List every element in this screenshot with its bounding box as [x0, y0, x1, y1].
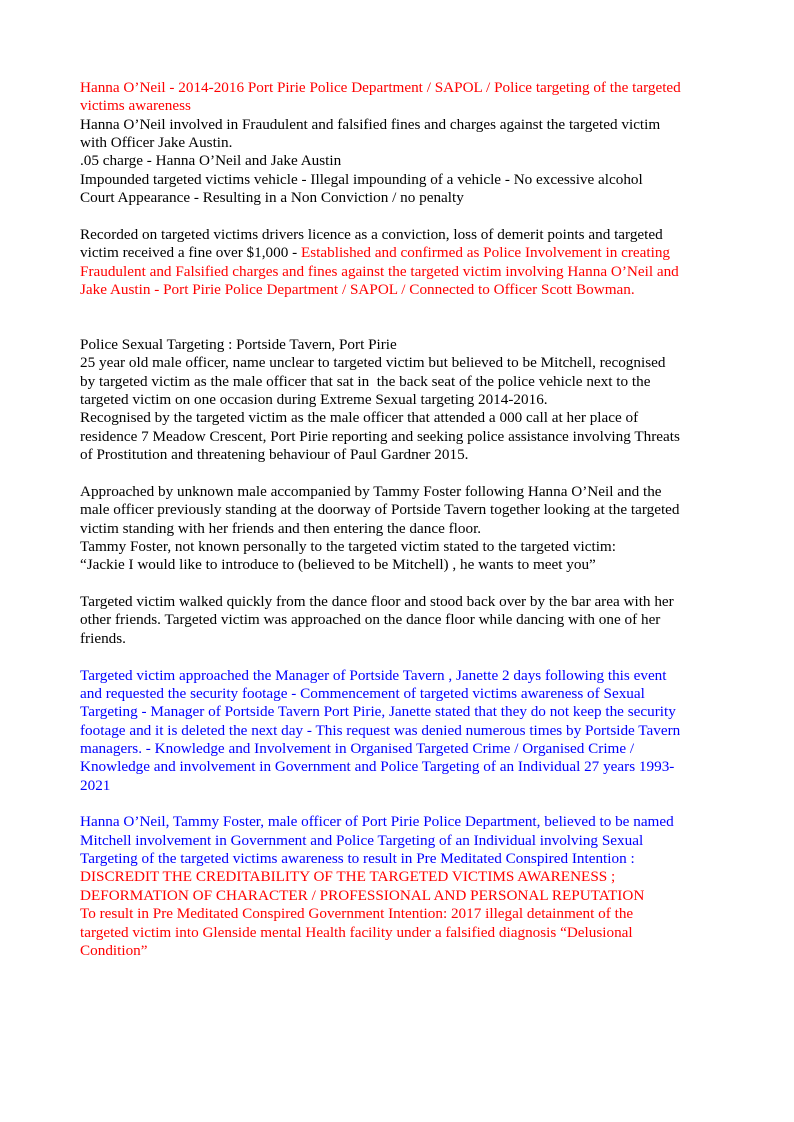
text-line: [80, 611, 730, 629]
body-text: victim standing with her friends and then entering the dance floor.: [80, 519, 482, 537]
blue-text: footage and it is deleted the next day - This request was denied numerous times by Portside Tavern: [80, 721, 681, 739]
body-text: residence 7 Meadow Crescent, Port Pirie reporting and seeking police assistance involving Threats: [80, 427, 680, 445]
text-line: [80, 685, 730, 703]
body-text: Hanna O’Neil involved in Fraudulent and falsified fines and charges against the targeted victim: [80, 115, 661, 133]
text-line: [80, 263, 730, 281]
blue-text: Targeted victim approached the Manager of Portside Tavern , Janette 2 days following this event: [80, 666, 667, 684]
text-line: [80, 740, 730, 758]
document-body: [80, 79, 730, 960]
blank-line: [80, 465, 730, 483]
text-line: [80, 226, 730, 244]
text-line: [80, 832, 730, 850]
blank-line: [80, 299, 730, 317]
text-line: [80, 134, 730, 152]
blue-text: Hanna O’Neil, Tammy Foster, male officer of Port Pirie Police Department, believed to be named: [80, 813, 674, 831]
red-text: DISCREDIT THE CREDITABILITY OF THE TARGETED VICTIMS AWARENESS ;: [80, 868, 616, 886]
text-line: [80, 777, 730, 795]
body-text: .05 charge - Hanna O’Neil and Jake Austin: [80, 152, 342, 170]
body-text: targeted victim on one occasion during Extreme Sexual targeting 2014-2016.: [80, 391, 548, 409]
body-text: Police Sexual Targeting : Portside Tavern, Port Pirie: [80, 336, 397, 354]
text-line: [80, 868, 730, 886]
text-line: [80, 520, 730, 538]
text-line: [80, 391, 730, 409]
text-line: [80, 667, 730, 685]
text-line: [80, 887, 730, 905]
red-text: Fraudulent and Falsified charges and fines against the targeted victim involving Hanna O’Neil and: [80, 262, 679, 280]
body-text: Recorded on targeted victims drivers licence as a conviction, loss of demerit points and targeted: [80, 225, 663, 243]
body-text: 25 year old male officer, name unclear to targeted victim but believed to be Mitchell, recognised: [80, 354, 666, 372]
red-text: Established and confirmed as Police Involvement in creating: [300, 244, 671, 262]
body-text: friends.: [80, 629, 126, 647]
text-line: [80, 905, 730, 923]
text-line: [80, 244, 730, 262]
body-text: Court Appearance - Resulting in a Non Conviction / no penalty: [80, 189, 464, 207]
body-text: Tammy Foster, not known personally to the targeted victim stated to the targeted victim:: [80, 537, 616, 555]
red-text: Hanna O’Neil - 2014-2016 Port Pirie Police Department / SAPOL / Police targeting of the targeted: [80, 79, 681, 96]
blue-text: Knowledge and involvement in Government and Police Targeting of an Individual 27 years 1993-: [80, 758, 675, 776]
blank-line: [80, 648, 730, 666]
body-text: by targeted victim as the male officer that sat in the back seat of the police vehicle next to the: [80, 372, 651, 390]
text-line: [80, 189, 730, 207]
blank-line: [80, 208, 730, 226]
red-text: Jake Austin - Port Pirie Police Department / SAPOL / Connected to Officer Scott Bowman.: [80, 280, 635, 298]
text-line: [80, 97, 730, 115]
text-line: [80, 428, 730, 446]
body-text: of Prostitution and threatening behaviour of Paul Gardner 2015.: [80, 446, 469, 464]
text-line: [80, 593, 730, 611]
text-line: [80, 483, 730, 501]
blue-text: 2021: [80, 776, 111, 794]
blue-text: Mitchell involvement in Government and Police Targeting of an Individual involving Sexual: [80, 831, 644, 849]
text-line: [80, 336, 730, 354]
text-line: [80, 703, 730, 721]
text-line: [80, 850, 730, 868]
text-line: [80, 758, 730, 776]
body-text: Targeted victim walked quickly from the dance floor and stood back over by the bar area with her: [80, 593, 674, 611]
text-line: [80, 942, 730, 960]
blue-text: Targeting - Manager of Portside Tavern Port Pirie, Janette stated that they do not keep the security: [80, 703, 676, 721]
blank-line: [80, 795, 730, 813]
red-text: targeted victim into Glenside mental Health facility under a falsified diagnosis “Delusional: [80, 923, 633, 941]
text-line: [80, 281, 730, 299]
blue-text: Targeting of the targeted victims awareness to result in Pre Meditated Conspired Intention :: [80, 850, 635, 868]
text-line: [80, 501, 730, 519]
blue-text: and requested the security footage - Commencement of targeted victims awareness of Sexual: [80, 684, 645, 702]
text-line: [80, 354, 730, 372]
text-line: [80, 446, 730, 464]
red-text: To result in Pre Meditated Conspired Government Intention: 2017 illegal detainment of the: [80, 905, 634, 923]
red-text: victims awareness: [80, 97, 191, 115]
text-line: [80, 722, 730, 740]
text-line: [80, 116, 730, 134]
body-text: victim received a fine over $1,000 -: [80, 244, 301, 262]
body-text: “Jackie I would like to introduce to (believed to be Mitchell) , he wants to meet you”: [80, 556, 596, 574]
body-text: Recognised by the targeted victim as the male officer that attended a 000 call at her place of: [80, 409, 639, 427]
body-text: Approached by unknown male accompanied by Tammy Foster following Hanna O’Neil and the: [80, 482, 662, 500]
blank-line: [80, 575, 730, 593]
text-line: [80, 630, 730, 648]
body-text: with Officer Jake Austin.: [80, 134, 233, 152]
body-text: other friends. Targeted victim was approached on the dance floor while dancing with one of her: [80, 611, 661, 629]
text-line: [80, 813, 730, 831]
body-text: Impounded targeted victims vehicle - Illegal impounding of a vehicle - No excessive alcohol: [80, 170, 643, 188]
body-text: male officer previously standing at the doorway of Portside Tavern together looking at the targeted: [80, 501, 680, 519]
text-line: [80, 409, 730, 427]
red-text: DEFORMATION OF CHARACTER / PROFESSIONAL AND PERSONAL REPUTATION: [80, 886, 645, 904]
text-line: [80, 171, 730, 189]
text-line: [80, 538, 730, 556]
blank-line: [80, 318, 730, 336]
text-line: [80, 152, 730, 170]
text-line: [80, 373, 730, 391]
text-line: [80, 924, 730, 942]
text-line: [80, 556, 730, 574]
blue-text: managers. - Knowledge and Involvement in Organised Targeted Crime / Organised Crime /: [80, 739, 635, 757]
red-text: Condition”: [80, 941, 148, 959]
text-line: [80, 79, 730, 97]
